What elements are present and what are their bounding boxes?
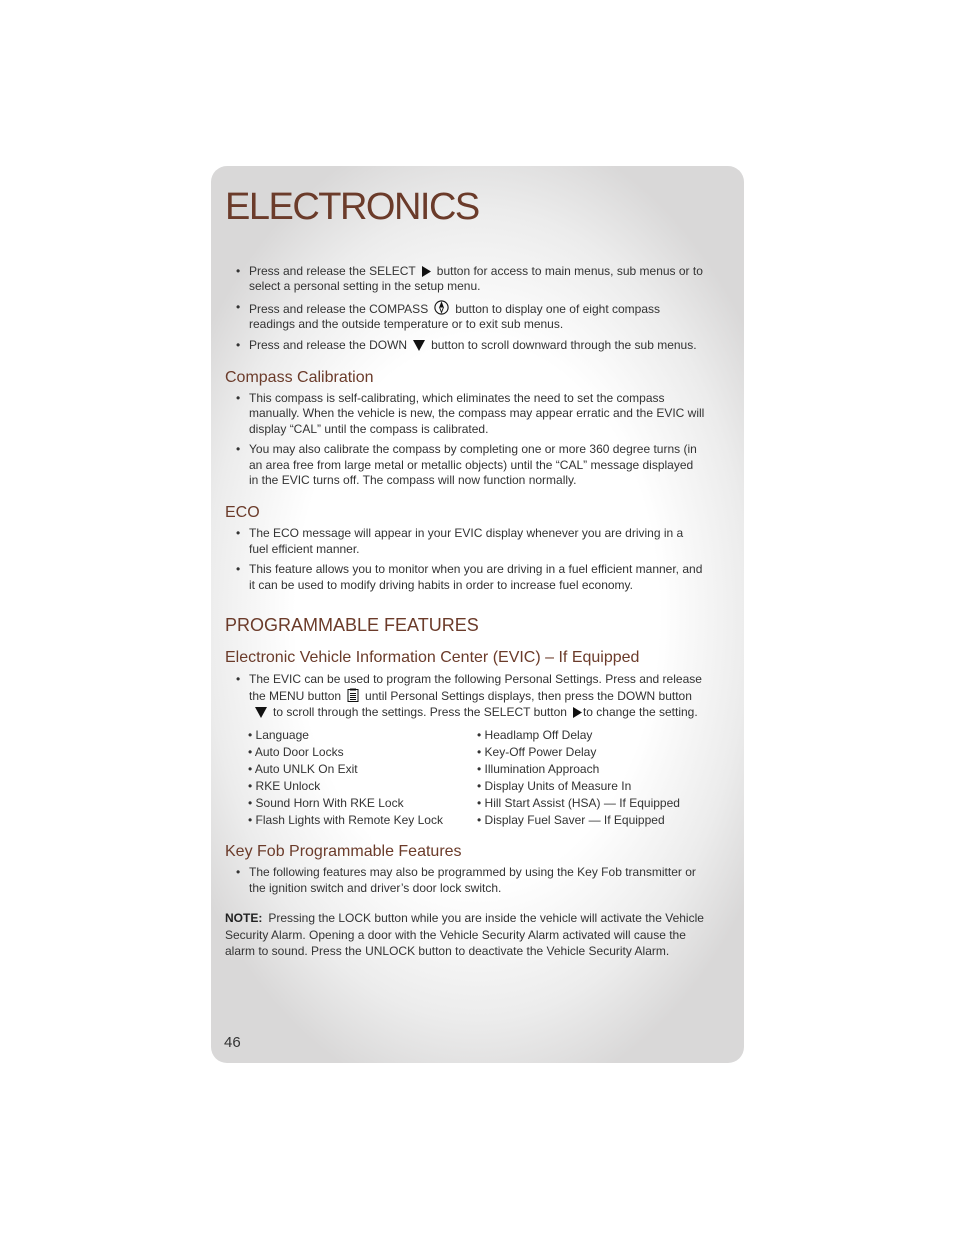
- list-item: • The ECO message will appear in your EVIC display whenever you are driving in a fuel efficient manner.: [225, 526, 705, 557]
- evic-heading: Electronic Vehicle Information Center (EVIC) – If Equipped: [225, 649, 640, 667]
- features-columns: [225, 728, 705, 831]
- list-item: • The EVIC can be used to program the following Personal Settings. Press and release the MENU button until Personal Settings displays, then press the DOWN buttonto scroll through the settings. Press the SELECT button to change the setting.: [225, 671, 705, 721]
- page-number: 46: [224, 1034, 241, 1051]
- list-item: • This compass is self-calibrating, which eliminates the need to set the compass manually. When the vehicle is new, the compass may appear erratic and the EVIC will display “CAL” until the compass is calibrated.: [225, 391, 705, 437]
- list-item: • Sound Horn With RKE Lock: [248, 796, 404, 811]
- compass-calibration-heading: Compass Calibration: [225, 369, 374, 387]
- list-item: • Auto Door Locks: [248, 744, 344, 759]
- list-item: • Headlamp Off Delay: [477, 727, 593, 742]
- list-item: • Key-Off Power Delay: [477, 744, 597, 759]
- list-item: • Flash Lights with Remote Key Lock: [248, 813, 443, 828]
- intro-list: [225, 264, 705, 353]
- evic-list: [225, 671, 705, 721]
- list-item: • Press and release the COMPASS button to display one of eight compass readings and the outside temperature or to exit sub menus.: [225, 300, 705, 333]
- programmable-features-heading: PROGRAMMABLE FEATURES: [225, 615, 479, 636]
- list-item: • RKE Unlock: [248, 779, 321, 794]
- note-paragraph: [225, 910, 705, 959]
- page-title: ELECTRONICS: [225, 186, 479, 228]
- down-triangle-icon: [255, 707, 267, 718]
- list-item: • Press and release the SELECT button for access to main menus, sub menus or to select a personal setting in the setup menu.: [225, 264, 705, 295]
- play-triangle-icon: [422, 266, 431, 277]
- note-label: NOTE:: [225, 911, 263, 926]
- list-item: • Press and release the DOWN button to scroll downward through the sub menus.: [225, 338, 705, 353]
- features-left-list: [248, 728, 477, 831]
- list-item: • Auto UNLK On Exit: [248, 762, 358, 777]
- list-item: • Hill Start Assist (HSA) — If Equipped: [477, 796, 680, 811]
- menu-button-icon: [347, 688, 359, 702]
- eco-heading: ECO: [225, 504, 260, 522]
- eco-list: [225, 526, 705, 593]
- list-item: • Illumination Approach: [477, 762, 600, 777]
- list-item: • Display Units of Measure In: [477, 779, 632, 794]
- list-item: • Language: [248, 727, 309, 742]
- key-fob-heading: Key Fob Programmable Features: [225, 843, 462, 861]
- play-triangle-icon: [573, 707, 582, 718]
- features-right-list: [477, 728, 680, 831]
- compass-list: [225, 391, 705, 488]
- list-item: • This feature allows you to monitor when you are driving in a fuel efficient manner, and it can be used to modify driving habits in order to increase fuel economy.: [225, 562, 705, 593]
- list-item: • You may also calibrate the compass by completing one or more 360 degree turns (in an area free from large metal or metallic objects) until the “CAL” message displayed in the EVIC turns off. The compass will now function normally.: [225, 442, 705, 488]
- compass-button-icon: [434, 300, 449, 315]
- page-content: [225, 264, 705, 971]
- key-fob-list: [225, 865, 705, 896]
- note-text: Pressing the LOCK button while you are inside the vehicle will activate the Vehicle Security Alarm. Opening a door with the Vehicle Security Alarm activated will cause the alarm to sound. Press the UNLOCK button to deactivate the Vehicle Security Alarm.: [225, 911, 704, 959]
- list-item: • The following features may also be programmed by using the Key Fob transmitter or the ignition switch and driver’s door lock switch.: [225, 865, 705, 896]
- down-triangle-icon: [413, 340, 425, 351]
- list-item: • Display Fuel Saver — If Equipped: [477, 813, 665, 828]
